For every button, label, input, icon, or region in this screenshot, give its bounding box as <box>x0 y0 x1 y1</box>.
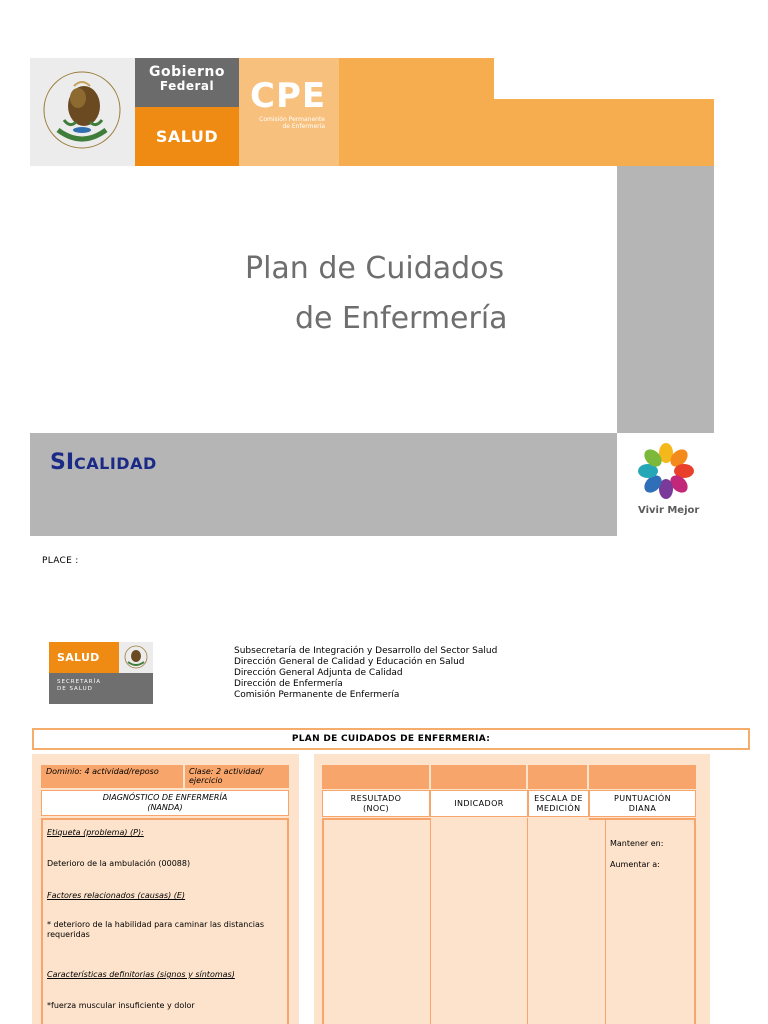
results-header-bar <box>528 765 587 789</box>
escala-header <box>528 790 589 817</box>
resultado-header <box>322 790 430 817</box>
caracteristicas-value: *fuerza muscular insuficiente y dolor <box>47 1001 195 1010</box>
puntuacion-header-line2: DIANA <box>628 804 657 813</box>
org-line: Dirección General Adjunta de Calidad <box>234 668 403 678</box>
dominio-cell: Dominio: 4 actividad/reposo <box>41 765 183 788</box>
clase-cell: Clase: 2 actividad/ ejercicio <box>185 765 289 788</box>
factores-value-line2: requeridas <box>47 930 90 939</box>
diagnosis-header <box>41 790 289 816</box>
resultado-header-line1: RESULTADO <box>350 794 402 803</box>
results-header-bar <box>322 765 429 789</box>
cpe-subtitle-line2: de Enfermería <box>282 123 325 130</box>
sicalidad-logo <box>50 450 157 475</box>
cpe-text: CPE <box>250 76 327 116</box>
diagnosis-header-line1: DIAGNÓSTICO DE ENFERMERÍA <box>102 793 228 802</box>
cover-title-line2: de Enfermería <box>295 301 508 336</box>
place-label: PLACE : <box>42 556 79 566</box>
sicalidad-band <box>30 433 617 536</box>
organization-lines <box>234 646 497 701</box>
etiqueta-value: Deterioro de la ambulación (00088) <box>47 859 191 868</box>
gobierno-text: Gobierno <box>149 64 225 80</box>
factores-label: Factores relacionados (causas) (E) <box>47 891 186 900</box>
org-line: Dirección General de Calidad y Educación en Salud <box>234 657 465 667</box>
diagnosis-body <box>41 818 289 1024</box>
federal-text: Federal <box>159 79 215 93</box>
sicalidad-calidad: CALIDAD <box>74 454 157 473</box>
secretaria-text <box>49 673 153 704</box>
escala-column <box>527 818 589 1024</box>
salud-small-text: SALUD <box>49 642 119 673</box>
escala-header-line2: MEDICIÓN <box>536 804 581 813</box>
org-line: Subsecretaría de Integración y Desarrollo del Sector Salud <box>234 646 498 656</box>
salud-logo: SALUD <box>135 107 239 166</box>
vivir-mejor-logo <box>630 440 710 525</box>
cover-title-line1: Plan de Cuidados <box>245 251 505 286</box>
cover-title <box>245 244 525 344</box>
diagnosis-header-line2: (NANDA) <box>147 803 183 812</box>
secretaria-line1: SECRETARÍA <box>57 679 102 685</box>
mexico-seal-logo <box>30 58 135 166</box>
orange-header-block <box>339 58 494 166</box>
caracteristicas-label: Características definitorias (signos y síntomas) <box>47 970 235 979</box>
results-header-bar <box>589 765 696 789</box>
org-line: Comisión Permanente de Enfermería <box>234 690 400 700</box>
mantener-label: Mantener en: <box>610 839 664 848</box>
indicador-column <box>430 818 528 1024</box>
puntuacion-divider <box>605 818 606 1024</box>
indicador-header: INDICADOR <box>430 790 528 817</box>
orange-header-band <box>494 99 714 166</box>
gray-side-block <box>617 166 714 433</box>
secretaria-salud-logo <box>49 642 153 704</box>
org-line: Dirección de Enfermería <box>234 679 343 689</box>
puntuacion-header-line1: PUNTUACIÓN <box>614 794 671 803</box>
vivir-mejor-text: Vivir Mejor <box>638 505 700 516</box>
puntuacion-header <box>589 790 696 817</box>
etiqueta-label: Etiqueta (problema) (P): <box>47 828 144 837</box>
factores-value-line1: * deterioro de la habilidad para caminar las distancias <box>47 920 265 929</box>
cpe-subtitle <box>239 116 325 130</box>
cpe-subtitle-line1: Comisión Permanente <box>259 116 325 123</box>
escala-header-line1: ESCALA DE <box>534 794 583 803</box>
resultado-header-line2: (NOC) <box>362 804 390 813</box>
results-header-bar <box>431 765 526 789</box>
small-seal-icon <box>119 642 153 673</box>
cpe-logo <box>239 58 339 166</box>
aumentar-label: Aumentar a: <box>610 860 660 869</box>
secretaria-line2: DE SALUD <box>57 686 93 692</box>
gobierno-federal-logo <box>135 58 239 107</box>
plan-title: PLAN DE CUIDADOS DE ENFERMERIA: <box>32 728 750 750</box>
sicalidad-si: SI <box>50 450 75 475</box>
